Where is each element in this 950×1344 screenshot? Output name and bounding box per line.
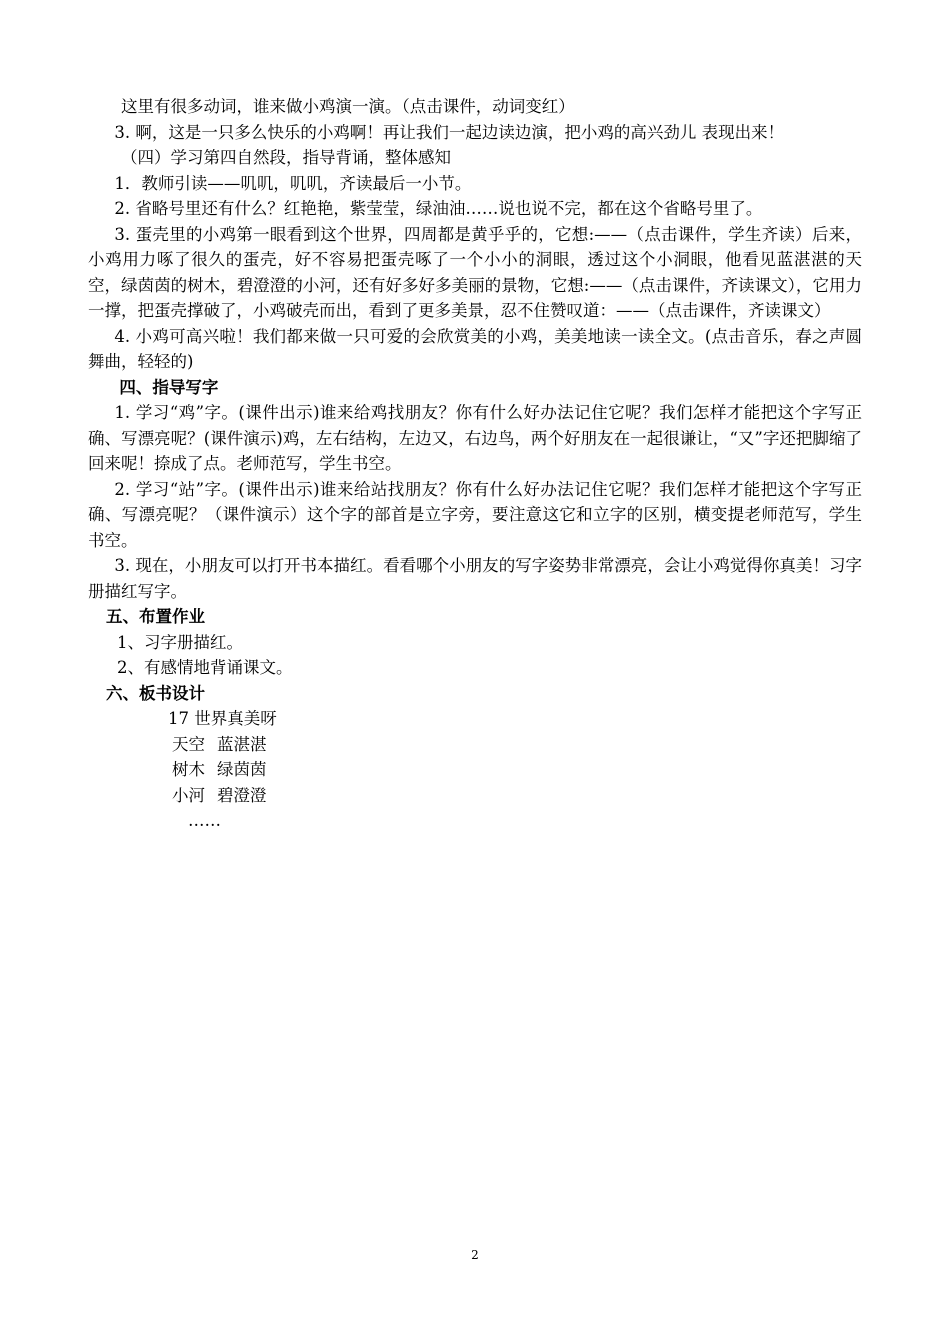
board-row-right: 蓝湛湛: [217, 734, 267, 754]
subsection-heading-4: （四）学习第四自然段，指导背诵，整体感知: [121, 148, 451, 167]
board-row-right: 绿茵茵: [217, 760, 267, 779]
paragraph-learn-ji: 1. 学习“鸡”字。(课件出示)谁来给鸡找朋友？你有什么好办法记住它呢？我们怎样才能把这个字写正确、写漂亮呢？(课件演示)鸡，左右结构，左边又，右边鸟，两个好朋友在一起很谦让，“又”字还把脚缩了回来呢！捺成了点。老师范写，学生书空。: [88, 403, 862, 473]
paragraph-tracing: 3. 现在，小朋友可以打开书本描红。看看哪个小朋友的写字姿势非常漂亮，会让小鸡觉得你真美！习字册描红写字。: [88, 556, 862, 601]
document-page: [88, 94, 862, 834]
section-heading-writing: 四、指导写字: [119, 377, 219, 397]
board-row: [88, 757, 862, 783]
paragraph-teacher-reading: 1．教师引读——叽叽，叽叽，齐读最后一小节。: [114, 173, 472, 193]
section-heading-homework: 五、布置作业: [106, 607, 205, 626]
board-row: [88, 783, 862, 809]
board-row-right: 碧澄澄: [217, 785, 267, 805]
section-heading-board: 六、板书设计: [106, 683, 205, 703]
board-row-left: 天空: [172, 734, 205, 754]
paragraph-verbs: 这里有很多动词，谁来做小鸡演一演。（点击课件，动词变红）: [121, 97, 575, 116]
paragraph-read-aloud: 4. 小鸡可高兴啦！我们都来做一只可爱的会欣赏美的小鸡，美美地读一读全文。(点击音乐，春之声圆舞曲，轻轻的): [88, 326, 862, 371]
homework-item: 2、有感情地背诵课文。: [117, 658, 293, 677]
board-row-left: 小河: [172, 785, 205, 805]
paragraph-ellipsis: 2. 省略号里还有什么？红艳艳，紫莹莹，绿油油……说也说不完，都在这个省略号里了。: [114, 199, 763, 218]
board-row: [88, 732, 862, 758]
board-ellipsis: ……: [188, 811, 221, 830]
board-row-left: 树木: [172, 760, 205, 779]
board-title: 17 世界真美呀: [168, 709, 277, 728]
page-number: 2: [471, 1248, 479, 1262]
paragraph-eggshell: 3. 蛋壳里的小鸡第一眼看到这个世界，四周都是黄乎乎的，它想:——（点击课件，学生齐读）后来，小鸡用力啄了很久的蛋壳，好不容易把蛋壳啄了一个小小的洞眼，透过这个小洞眼，他看见蓝湛湛的天空，绿茵茵的树木，碧澄澄的小河，还有好多好多美丽的景物，它想:——（点击课件，齐读课文），它用力一撑，把蛋壳撑破了，小鸡破壳而出，看到了更多美景，忍不住赞叹道：——（点击课件，齐读课文）: [88, 224, 862, 320]
paragraph-learn-zhan: 2. 学习“站”字。(课件出示)谁来给站找朋友？你有什么好办法记住它呢？我们怎样才能把这个字写正确、写漂亮呢？（课件演示）这个字的部首是立字旁，要注意这它和立字的区别，横变提老师范写，学生书空。: [88, 479, 862, 550]
homework-item: 1、习字册描红。: [117, 632, 243, 652]
paragraph-happy-chick: 3. 啊，这是一只多么快乐的小鸡啊！再让我们一起边读边演，把小鸡的高兴劲儿 表现出来！: [114, 122, 785, 142]
